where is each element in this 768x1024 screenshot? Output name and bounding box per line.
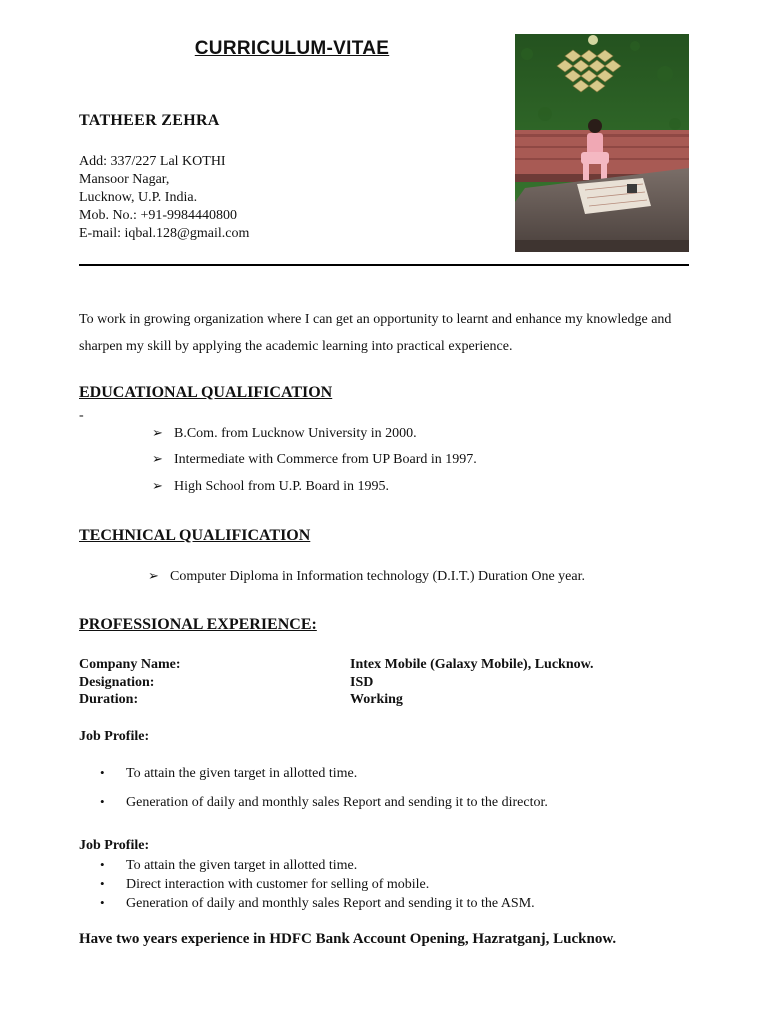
designation-value: ISD — [350, 675, 374, 690]
bullet-icon: • — [100, 895, 105, 910]
arrow-bullet-icon: ➢ — [148, 568, 159, 583]
duration-value: Working — [350, 692, 403, 707]
education-item-text: High School from U.P. Board in 1995. — [174, 479, 390, 494]
address-line-1: Add: 337/227 Lal KOTHI — [79, 154, 226, 169]
closing-statement: Have two years experience in HDFC Bank Account Opening, Hazratganj, Lucknow. — [79, 931, 617, 947]
job-profile-label: Job Profile: — [79, 838, 150, 853]
list-item — [100, 876, 429, 893]
list-item — [100, 794, 548, 811]
list-item — [100, 857, 357, 874]
bullet-icon: • — [100, 857, 105, 872]
list-item — [100, 765, 357, 782]
job-duty-text: To attain the given target in allotted time. — [126, 858, 358, 873]
education-dash: - — [79, 408, 84, 423]
education-item-text: Intermediate with Commerce from UP Board in 1997. — [174, 452, 477, 467]
arrow-bullet-icon: ➢ — [152, 478, 163, 493]
career-objective: To work in growing organization where I can get an opportunity to learnt and enhance my knowledge and sharpen my skill by applying the academic learning into practical experience. — [79, 312, 672, 354]
experience-heading: PROFESSIONAL EXPERIENCE: — [79, 616, 317, 633]
address-line-2: Mansoor Nagar, — [79, 172, 170, 187]
company-name-label: Company Name: — [79, 657, 181, 672]
bullet-icon: • — [100, 794, 105, 809]
header-divider — [79, 264, 689, 266]
profile-photo — [515, 34, 689, 252]
email-address: E-mail: iqbal.128@gmail.com — [79, 226, 250, 241]
job-duty-text: To attain the given target in allotted time. — [126, 766, 358, 781]
job-duty-text: Direct interaction with customer for selling of mobile. — [126, 877, 430, 892]
list-item — [152, 425, 417, 442]
job-profile-label: Job Profile: — [79, 729, 150, 744]
bullet-icon: • — [100, 876, 105, 891]
list-item — [148, 568, 585, 585]
arrow-bullet-icon: ➢ — [152, 451, 163, 466]
list-item — [152, 451, 477, 468]
education-item-text: B.Com. from Lucknow University in 2000. — [174, 426, 417, 441]
address-line-3: Lucknow, U.P. India. — [79, 190, 198, 205]
duration-label: Duration: — [79, 692, 139, 707]
technical-heading: TECHNICAL QUALIFICATION — [79, 527, 311, 544]
job-duty-text: Generation of daily and monthly sales Report and sending it to the ASM. — [126, 896, 535, 911]
company-name-value: Intex Mobile (Galaxy Mobile), Lucknow. — [350, 657, 594, 672]
education-heading: EDUCATIONAL QUALIFICATION — [79, 384, 333, 401]
contact-block — [79, 153, 249, 243]
list-item — [152, 478, 389, 495]
candidate-name: TATHEER ZEHRA — [79, 112, 220, 129]
designation-label: Designation: — [79, 675, 155, 690]
technical-item-text: Computer Diploma in Information technology (D.I.T.) Duration One year. — [170, 569, 585, 584]
arrow-bullet-icon: ➢ — [152, 425, 163, 440]
list-item — [100, 895, 535, 912]
job-duty-text: Generation of daily and monthly sales Report and sending it to the director. — [126, 795, 548, 810]
mobile-number: Mob. No.: +91-9984440800 — [79, 208, 238, 223]
document-title: CURRICULUM-VITAE — [194, 38, 390, 59]
bullet-icon: • — [100, 765, 105, 780]
